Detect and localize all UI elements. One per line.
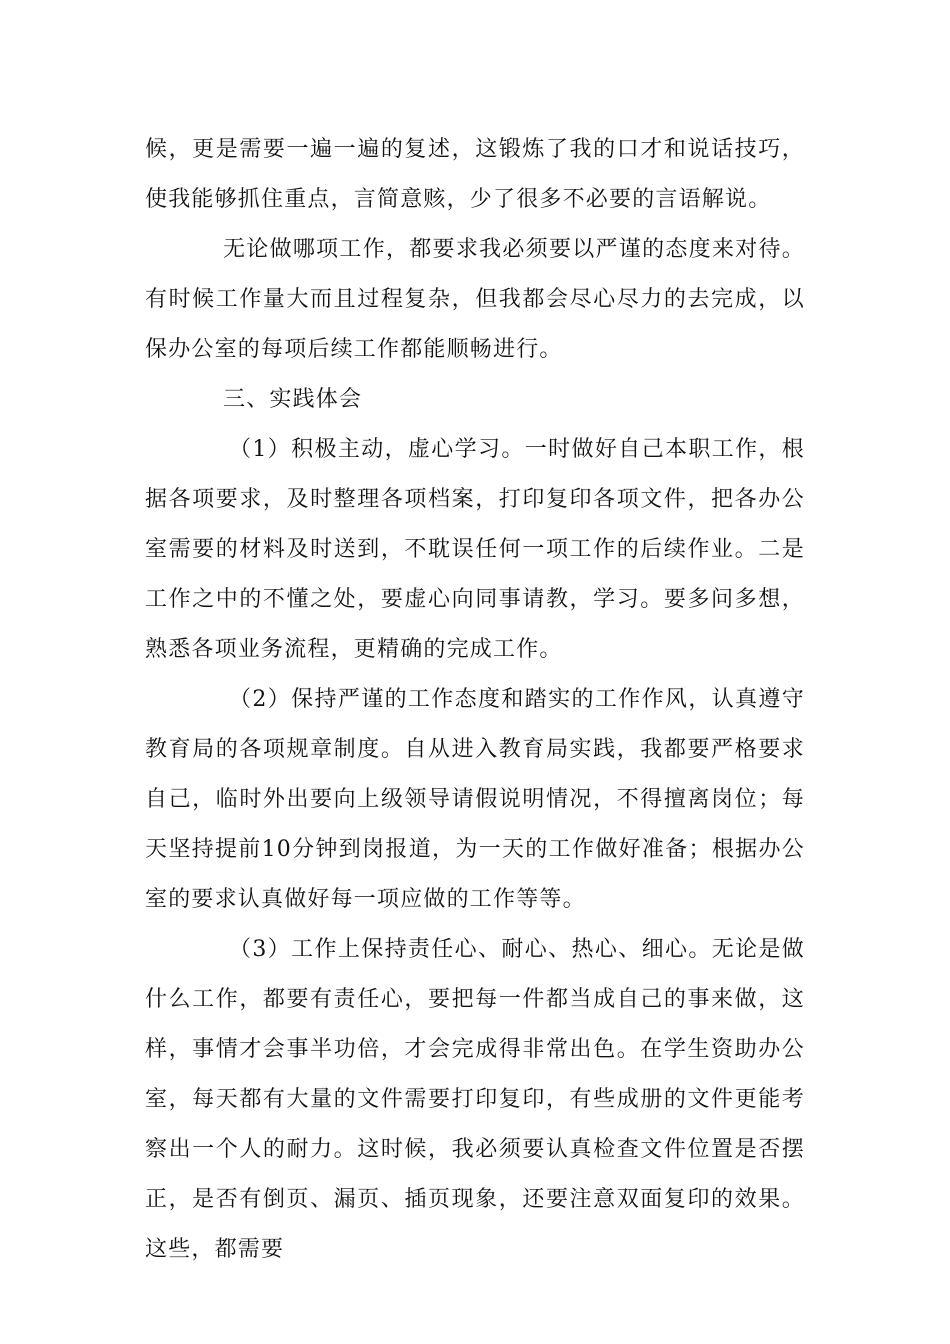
paragraph-rigorous-attitude: 无论做哪项工作，都要求我必须要以严谨的态度来对待。有时候工作量大而且过程复杂，但我都会尽心尽力的去完成，以保办公室的每项后续工作都能顺畅进行。 xyxy=(145,237,805,362)
paragraph-point-1: （1）积极主动，虚心学习。一时做好自己本职工作，根据各项要求，及时整理各项档案，打印复印各项文件，把各办公室需要的材料及时送到，不耽误任何一项工作的后续作业。二是工作之中的不懂之处，要虚心向同事请教，学习。要多问多想，熟悉各项业务流程，更精确的完成工作。 xyxy=(145,437,805,662)
document-body xyxy=(145,125,805,1275)
paragraph-point-3: （3）工作上保持责任心、耐心、热心、细心。无论是做什么工作，都要有责任心，要把每一件都当成自己的事来做，这样，事情才会事半功倍，才会完成得非常出色。在学生资助办公室，每天都有大量的文件需要打印复印，有些成册的文件更能考察出一个人的耐力。这时候，我必须要认真检查文件位置是否摆正，是否有倒页、漏页、插页现象，还要注意双面复印的效果。这些，都需要 xyxy=(145,937,805,1262)
section-heading-practice-experience: 三、实践体会 xyxy=(223,387,363,412)
paragraph-continuation: 候，更是需要一遍一遍的复述，这锻炼了我的口才和说话技巧，使我能够抓住重点，言简意赅，少了很多不必要的言语解说。 xyxy=(145,137,805,212)
paragraph-point-2: （2）保持严谨的工作态度和踏实的工作作风，认真遵守教育局的各项规章制度。自从进入教育局实践，我都要严格要求自己，临时外出要向上级领导请假说明情况，不得擅离岗位；每天坚持提前10分钟到岗报道，为一天的工作做好准备；根据办公室的要求认真做好每一项应做的工作等等。 xyxy=(145,687,805,912)
